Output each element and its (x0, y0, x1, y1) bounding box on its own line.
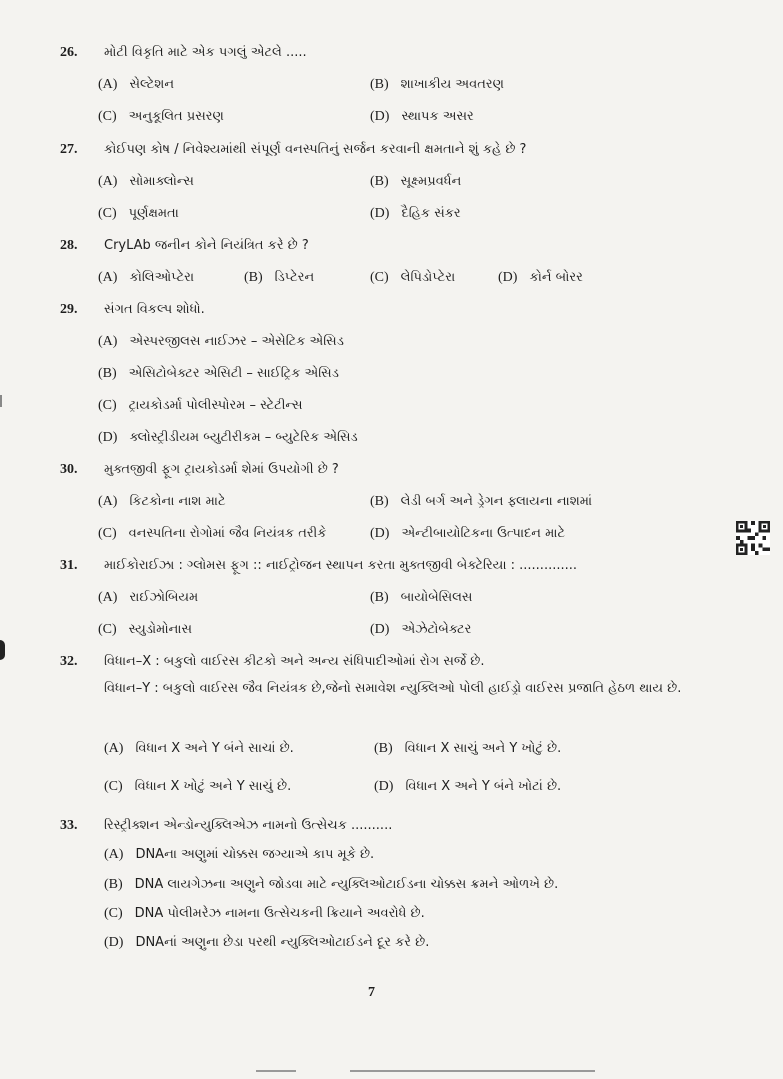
option-33-a[interactable]: (A) DNAના અણુમાં ચોક્કસ જગ્યાએ કાપ મૂકે છે. (104, 847, 375, 862)
question-33 (60, 818, 392, 834)
page-number: 7 (368, 985, 375, 1000)
option-30-c[interactable]: (C) વનસ્પતિના રોગોમાં જૈવ નિયંત્રક તરીકે (98, 526, 327, 541)
question-text: કોઈપણ કોષ / નિવેશ્યમાંથી સંપૂર્ણ વનસ્પતિનું સર્જન કરવાની ક્ષમતાને શું કહે છે ? (104, 142, 527, 157)
question-27 (60, 142, 526, 158)
option-31-a[interactable]: (A) રાઈઝોબિયમ (98, 590, 199, 605)
option-32-b[interactable]: (B) વિધાન X સાચું અને Y ખોટું છે. (374, 741, 562, 756)
question-number: 31. (60, 558, 78, 573)
option-27-a[interactable]: (A) સોમાક્લોન્સ (98, 174, 194, 189)
question-text: વિધાન–X : બકુલો વાઈરસ કીટકો અને અન્ય સંધિપાદીઓમાં રોગ સર્જે છે. (104, 654, 485, 669)
option-33-c[interactable]: (C) DNA પોલીમરેઝ નામના ઉત્સેચકની ક્રિયાને અવરોધે છે. (104, 906, 425, 921)
option-33-d[interactable]: (D) DNAનાં અણુના છેડા પરથી ન્યુક્લિઓટાઈડને દૂર કરે છે. (104, 935, 430, 950)
question-number: 28. (60, 238, 78, 253)
question-text: માઈકોરાઈઝા : ગ્લોમસ ફૂગ :: નાઈટ્રોજન સ્થાપન કરતા મુક્તજીવી બેક્ટેરિયા : .............. (104, 558, 577, 573)
option-27-b[interactable]: (B) સૂક્ષ્મપ્રવર્ધન (370, 174, 462, 189)
bottom-rule (256, 1070, 296, 1072)
scan-mark (0, 395, 2, 407)
option-28-c[interactable]: (C) લેપિડોપ્ટેરા (370, 270, 456, 285)
bottom-rule (350, 1070, 595, 1072)
option-31-c[interactable]: (C) સ્યુડોમોનાસ (98, 622, 192, 637)
option-29-b[interactable]: (B) એસિટોબેક્ટર એસિટી – સાઈટ્રિક એસિડ (98, 366, 339, 381)
option-30-a[interactable]: (A) કિટકોના નાશ માટે (98, 494, 226, 509)
question-30 (60, 462, 339, 478)
option-32-a[interactable]: (A) વિધાન X અને Y બંને સાચાં છે. (104, 741, 294, 756)
option-31-d[interactable]: (D) એઝેટોબેક્ટર (370, 622, 472, 637)
scan-mark (0, 640, 5, 660)
option-27-c[interactable]: (C) પૂર્ણક્ષમતા (98, 206, 179, 221)
option-26-a[interactable]: (A) સેલ્ટેશન (98, 77, 175, 92)
question-text: CryLAb જનીન કોને નિયંત્રિત કરે છે ? (104, 238, 309, 253)
question-text: મોટી વિકૃતિ માટે એક પગલું એટલે ..... (104, 45, 307, 60)
question-text: મુક્તજીવી ફૂગ ટ્રાયકોડર્મા શેમાં ઉપયોગી છે ? (104, 462, 339, 477)
qr-code-icon (736, 521, 770, 555)
option-30-b[interactable]: (B) લેડી બર્ગ અને ડ્રેગન ફ્લાયના નાશમાં (370, 494, 593, 509)
option-28-b[interactable]: (B) ડિપ્ટેરન (244, 270, 315, 285)
question-text: સંગત વિકલ્પ શોધો. (104, 302, 205, 317)
option-26-d[interactable]: (D) સ્થાપક અસર (370, 109, 474, 124)
question-number: 32. (60, 654, 78, 669)
question-number: 27. (60, 142, 78, 157)
question-number: 29. (60, 302, 78, 317)
question-text: રિસ્ટ્રીક્શન એન્ડોન્યુક્લિએઝ નામનો ઉત્સેચક .......... (104, 818, 393, 833)
question-number: 26. (60, 45, 78, 60)
question-number: 30. (60, 462, 78, 477)
option-30-d[interactable]: (D) એન્ટીબાયોટિકના ઉત્પાદન માટે (370, 526, 566, 541)
option-27-d[interactable]: (D) દૈહિક સંકર (370, 206, 461, 221)
option-26-c[interactable]: (C) અનુકૂલિત પ્રસરણ (98, 109, 224, 124)
option-28-a[interactable]: (A) કોલિઓપ્ટેરા (98, 270, 195, 285)
question-32 (60, 654, 485, 670)
question-number: 33. (60, 818, 78, 833)
option-32-c[interactable]: (C) વિધાન X ખોટું અને Y સાચું છે. (104, 779, 292, 794)
option-29-c[interactable]: (C) ટ્રાયકોડર્મા પોલીસ્પોરમ – સ્ટેટીન્સ (98, 398, 303, 413)
option-26-b[interactable]: (B) શાખાકીય અવતરણ (370, 77, 504, 92)
question-28 (60, 238, 309, 254)
statement-y: વિધાન–Y : બકુલો વાઈરસ જૈવ નિયંત્રક છે,જેનો સમાવેશ ન્યુક્લિઓ પોલી હાઈડ્રો વાઈરસ પ્રજાતિ હેઠળ થાય છે. (104, 681, 682, 696)
question-26 (60, 45, 307, 61)
option-29-a[interactable]: (A) એસ્પરજીલસ નાઈઝર – એસેટિક એસિડ (98, 334, 344, 349)
option-33-b[interactable]: (B) DNA લાયગેઝના અણુને જોડવા માટે ન્યુક્લિઓટાઈડના ચોક્કસ ક્રમને ઓળખે છે. (104, 877, 559, 892)
option-32-d[interactable]: (D) વિધાન X અને Y બંને ખોટાં છે. (374, 779, 562, 794)
option-31-b[interactable]: (B) બાયોબેસિલસ (370, 590, 473, 605)
option-28-d[interactable]: (D) કોર્ન બોરર (498, 270, 583, 285)
question-31 (60, 558, 577, 574)
question-29 (60, 302, 205, 318)
option-29-d[interactable]: (D) ક્લોસ્ટ્રીડીયમ બ્યુટીરીકમ – બ્યુટેરિક એસિડ (98, 430, 358, 445)
